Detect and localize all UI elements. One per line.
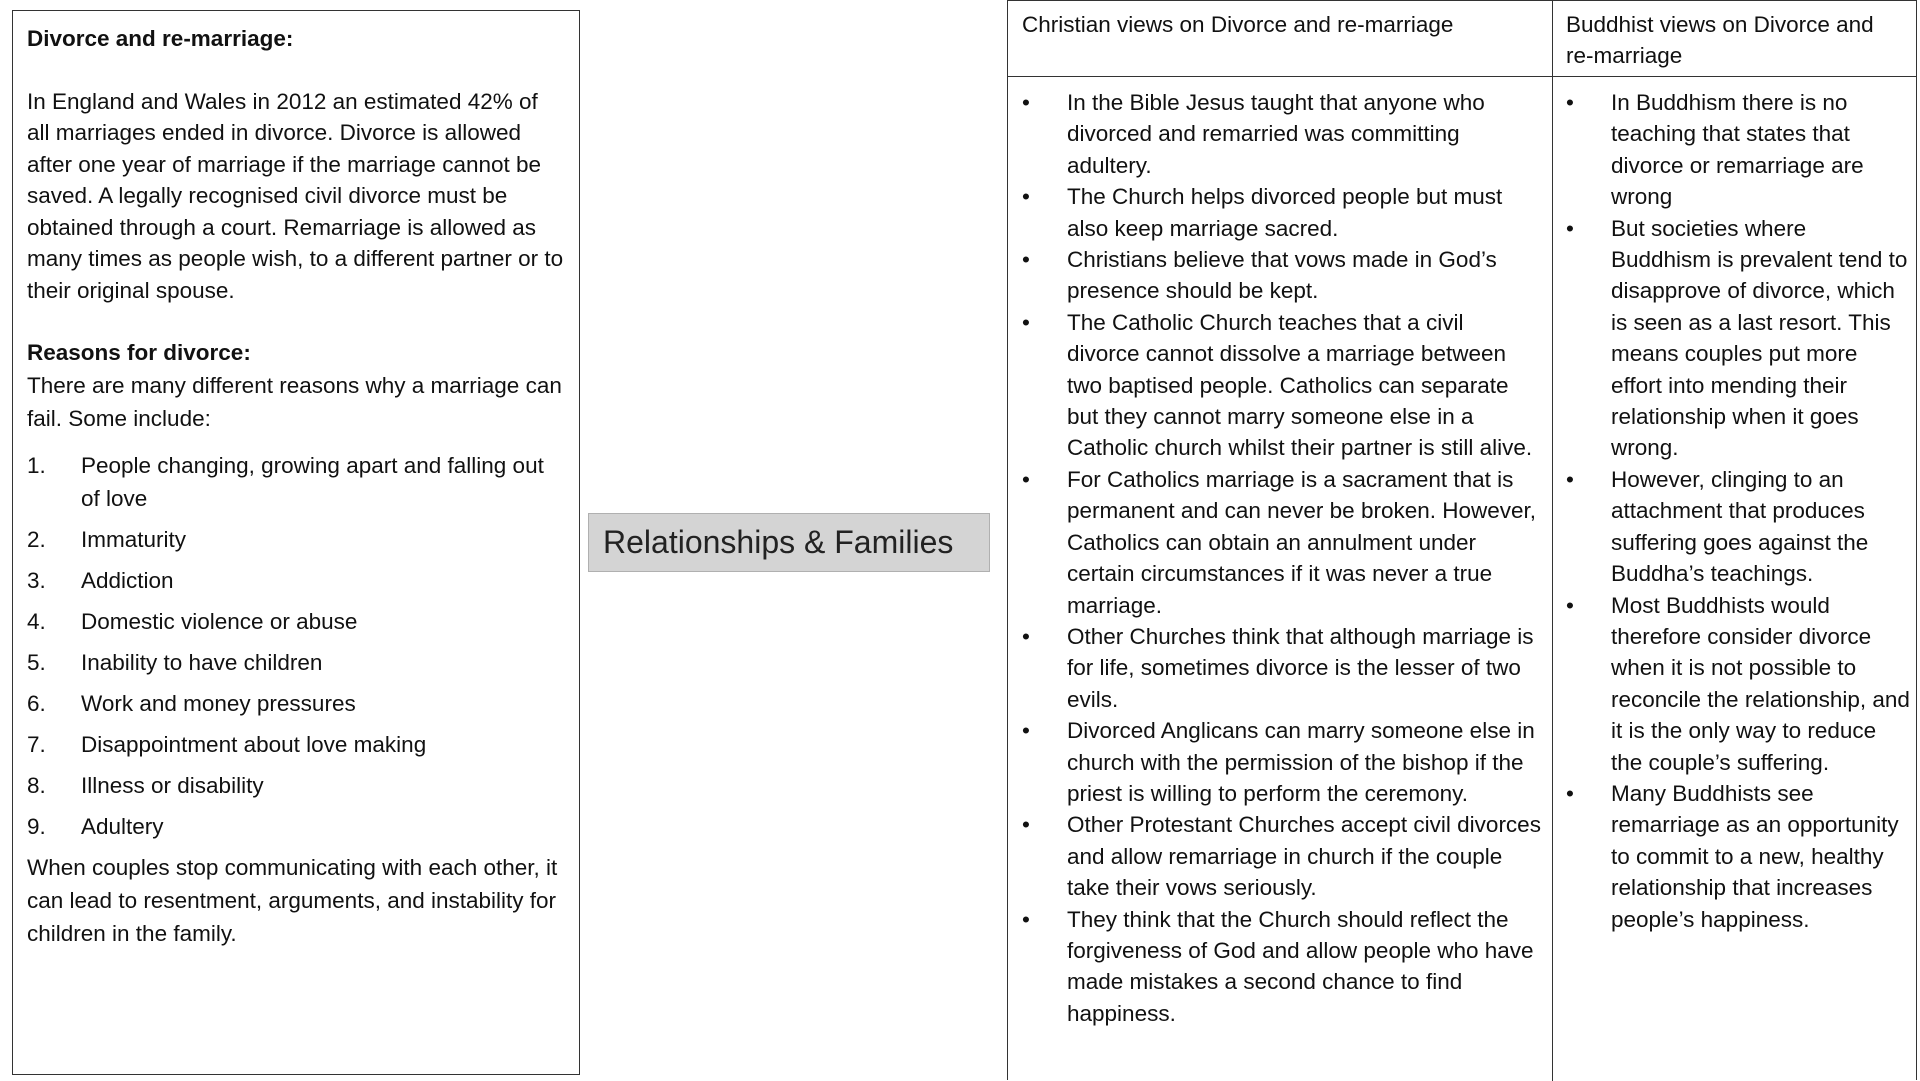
list-item [1566,590,1911,778]
list-item-text: Divorced Anglicans can marry someone else in church with the permission of the bishop if the priest is willing to perform the ceremony. [1067,718,1535,806]
list-item-text: In Buddhism there is no teaching that states that divorce or remarriage are wrong [1611,90,1864,210]
list-item [1566,464,1911,590]
list-item [1022,307,1542,464]
list-item-number: 4. [27,608,46,634]
list-item-text: People changing, growing apart and falling out of love [81,452,544,511]
christian-column-header: Christian views on Divorce and re-marriage [1022,12,1454,37]
list-item [1022,715,1542,809]
list-item-text: In the Bible Jesus taught that anyone who divorced and remarried was committing adultery. [1067,90,1485,178]
list-item-text: Disappointment about love making [81,731,427,757]
bullet: • [1022,90,1030,115]
list-item-text: The Church helps divorced people but must also keep marriage sacred. [1067,184,1503,241]
list-item-text: Addiction [81,567,174,593]
list-item [27,605,565,638]
list-item-number: 1. [27,452,46,478]
list-item-number: 3. [27,567,46,593]
list-item-text: But societies where Buddhism is prevalent tend to disapprove of divorce, which is seen as a last resort. This means couples put more effort into mending their relationship when it goes wrong. [1611,215,1908,461]
list-item-text: The Catholic Church teaches that a civil divorce cannot dissolve a marriage between two baptised people. Catholics can separate but they cannot marry someone else in a Catholic church whilst their partner is still alive. [1067,309,1533,461]
reasons-title: Reasons for divorce: [27,340,251,365]
bullet: • [1566,592,1574,618]
list-item [1566,778,1911,935]
bullet: • [1566,466,1574,492]
list-item-text: Domestic violence or abuse [81,608,358,634]
bullet: • [1022,309,1030,335]
list-item [1022,87,1542,181]
list-item [1022,464,1542,621]
list-item [1022,904,1542,1030]
list-item [1022,621,1542,715]
list-item [1022,809,1542,903]
christian-views-list [1022,87,1542,1029]
list-item-number: 8. [27,772,46,798]
list-item [27,687,565,720]
closing-paragraph: When couples stop communicating with each other, it can lead to resentment, arguments, and instability for children in the family. [27,854,558,946]
list-item [1022,181,1542,244]
list-item-text: Many Buddhists see remarriage as an opportunity to commit to a new, healthy relationship that increases people’s happiness. [1611,780,1899,932]
topic-label: Relationships & Families [603,524,954,560]
list-item-number: 7. [27,731,46,757]
bullet: • [1566,780,1574,806]
bullet: • [1566,215,1574,241]
divorce-intro: In England and Wales in 2012 an estimated 42% of all marriages ended in divorce. Divorce is allowed after one year of marriage if the marriage cannot be saved. A legally recognised civil divorce must be obtained through a court. Remarriage is allowed as many times as people wish, to a different partner or to their original spouse. [27,88,564,303]
list-item-text: Christians believe that vows made in God’s presence should be kept. [1067,247,1497,304]
column-divider [1552,1,1553,1081]
topic-label-box [588,513,990,572]
list-item-number: 2. [27,526,46,552]
list-item [27,523,565,556]
list-item-text: Work and money pressures [81,690,356,716]
list-item [27,564,565,597]
list-item [1022,244,1542,307]
buddhist-column-header: Buddhist views on Divorce and re-marriage [1566,12,1874,68]
list-item [27,769,565,802]
bullet: • [1022,623,1030,649]
list-item-text: Other Protestant Churches accept civil divorces and allow remarriage in church if the couple take their vows seriously. [1067,812,1541,901]
list-item [27,728,565,761]
bullet: • [1566,90,1574,115]
bullet: • [1022,718,1030,744]
bullet: • [1022,247,1030,273]
views-table [1007,0,1917,1080]
list-item [27,449,565,515]
list-item [1566,87,1911,213]
buddhist-views-list [1566,87,1911,935]
divorce-info-box [12,10,580,1075]
list-item-text: For Catholics marriage is a sacrament that is permanent and can never be broken. However, Catholics can obtain an annulment under certain circumstances if it was never a true marriage. [1067,466,1537,618]
bullet: • [1022,184,1030,210]
list-item-number: 6. [27,690,46,716]
list-item-text: Adultery [81,813,164,839]
list-item [27,810,565,843]
list-item-text: Inability to have children [81,649,323,675]
list-item-text: Other Churches think that although marriage is for life, sometimes divorce is the lesser of two evils. [1067,623,1534,712]
list-item-number: 5. [27,649,46,675]
reasons-intro: There are many different reasons why a marriage can fail. Some include: [27,372,562,431]
divorce-title: Divorce and re-marriage: [27,26,294,51]
list-item-text: However, clinging to an attachment that produces suffering goes against the Buddha’s teachings. [1611,466,1869,587]
list-item-number: 9. [27,813,46,839]
bullet: • [1022,812,1030,838]
list-item [27,646,565,679]
bullet: • [1022,466,1030,492]
bullet: • [1022,906,1030,932]
list-item-text: They think that the Church should reflect the forgiveness of God and allow people who have made mistakes a second chance to find happiness. [1067,906,1534,1026]
reasons-list [27,449,565,843]
list-item-text: Illness or disability [81,772,264,798]
list-item-text: Most Buddhists would therefore consider divorce when it is not possible to reconcile the relationship, and it is the only way to reduce the couple’s suffering. [1611,592,1910,775]
list-item [1566,213,1911,464]
list-item-text: Immaturity [81,526,187,552]
